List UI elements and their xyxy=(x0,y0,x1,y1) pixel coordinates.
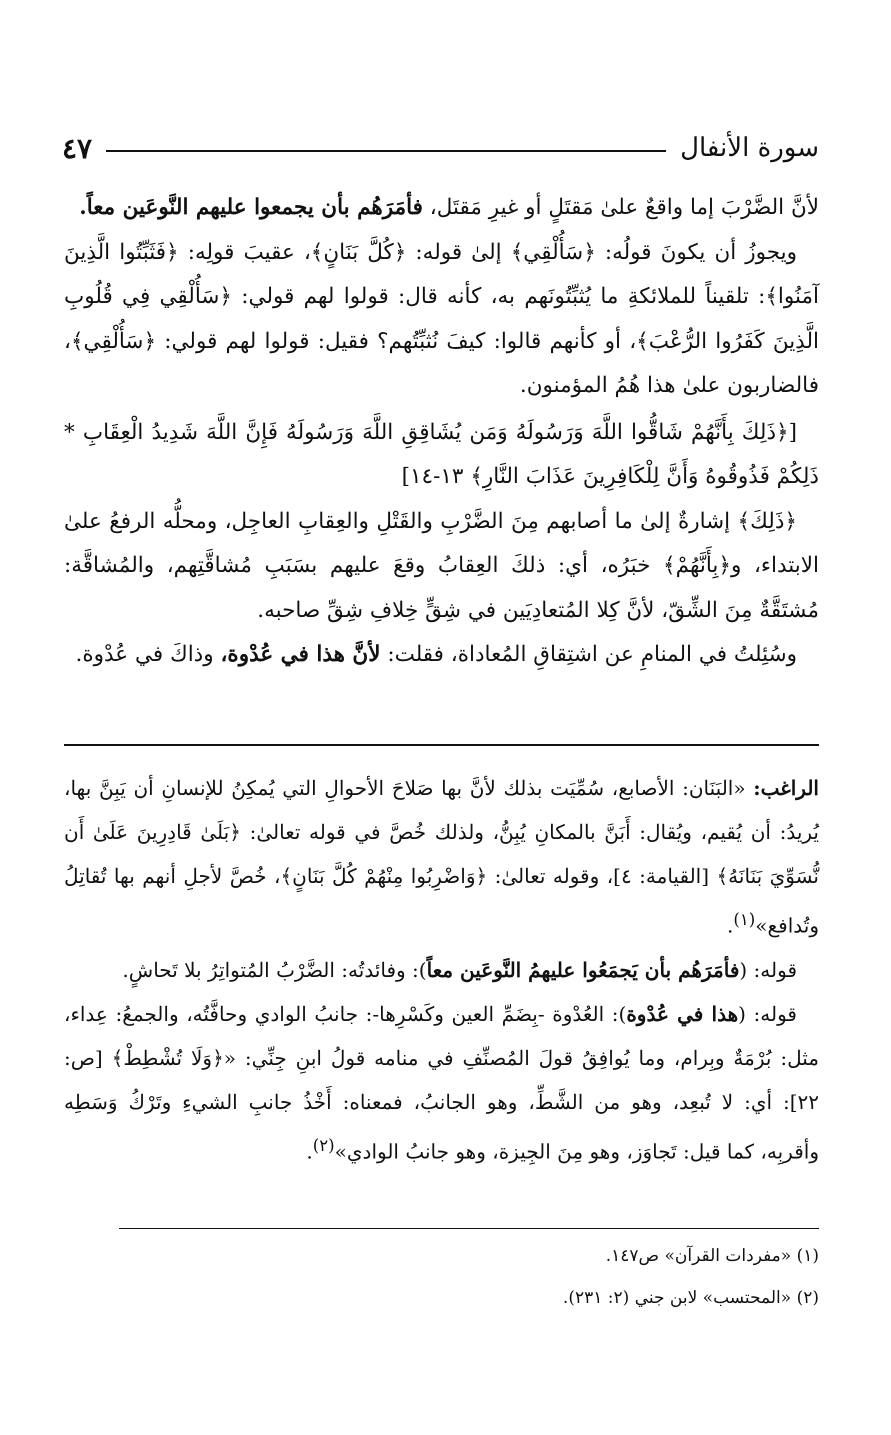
main-paragraph-2: ويجوزُ أن يكونَ قولُه: ﴿سَأُلْقِي﴾ إلىٰ قوله: ﴿كُلَّ بَنَانٍ﴾، عقيبَ قولِه: ﴿فَثَبِّتُوا الَّذِينَ آمَنُوا﴾: تلقيناً للملائكةِ ما يُثبِّتُونَهم به، كأنه قال: قولوا لهم قولي: ﴿سَأُلْقِي فِي قُلُوبِ الَّذِينَ كَفَرُوا الرُّعْبَ﴾، أو كأنهم قالوا: كيفَ نُثبِّتُهم؟ فقيل: قولوا لهم قولي: ﴿سَأُلْقِي﴾، فالضاربون علىٰ هذا هُمُ المؤمنون. xyxy=(64,239,819,398)
main-paragraph-1 xyxy=(64,186,819,231)
commentary-separator xyxy=(64,744,819,746)
main-text xyxy=(64,186,819,678)
c2-bold: فأمَرَهُم بأن يَجمَعُوا عليهمُ النَّوعَين معاً xyxy=(426,957,740,982)
footnote-1: (١) «مفردات القرآن» ص١٤٧. xyxy=(605,1246,819,1266)
surah-title: سورة الأنفال xyxy=(680,133,819,163)
page-header xyxy=(62,128,819,168)
c3-lead: قوله: ( xyxy=(738,1001,797,1026)
page-number: ٤٧ xyxy=(62,131,93,165)
main-paragraph-4 xyxy=(64,633,819,678)
c3-text: ): العُدْوة -بِضَمِّ العين وكَسْرِها-: جانبُ الوادي وحافَّتُه، والجمعُ: عِداء، مثل: بُرْمَةٌ وبِرام، وما يُوافِقُ قولَ المُصنِّفِ في منامه قولُ ابنِ جِنِّي: «﴿وَلَا تُشْطِطْ﴾ [ص: ٢٢]: أي: لا تُبعِد، وهو من الشَّطِّ، وهو الجانبُ، فمعناه: أَخْذُ جانبِ الشيءِ وتَرْكُ وَسَطِه وأقربِه، كما قيل: تَجاوَز، وهو مِنَ الجِيزة، وهو جانبُ الوادي» xyxy=(64,1001,819,1164)
c1-text: «البَنَان: الأصابع، سُمِّيَت بذلك لأنَّ بها صَلاحَ الأحوالِ التي يُمكِنُ للإنسانِ أن يَبِنَّ بها، يُريدُ: أن يُقيم، ويُقال: أَبَنَّ بالمكانِ يُبِنُّ، ولذلك خُصَّ في قوله تعالىٰ: ﴿بَلَىٰ قَادِرِينَ عَلَىٰ أَن نُّسَوِّيَ بَنَانَهُ﴾ [القيامة: ٤]، وقوله تعالىٰ: ﴿وَاضْرِبُوا مِنْهُمْ كُلَّ بَنَانٍ﴾، خُصَّ لأجلِ أنهم بها تُقاتِلُ وتُدافع» xyxy=(64,776,820,938)
c1-label: الراغب: xyxy=(753,776,819,800)
p4-text: وسُئِلتُ في المنامِ عن اشتِقاقِ المُعاداة، فقلت: xyxy=(380,642,797,667)
p4-bold: لأنَّ هذا في عُدْوة، xyxy=(220,642,381,667)
c2-lead: قوله: ( xyxy=(739,957,797,982)
footnote-ref-1[interactable]: (١) xyxy=(733,910,756,929)
c3-end: . xyxy=(306,1139,313,1164)
c2-text: ): وفائدتُه: الضَّرْبُ المُتواتِرُ بلا تَحاشٍ. xyxy=(122,957,427,982)
commentary-section xyxy=(64,766,819,1173)
commentary-paragraph-2 xyxy=(64,948,819,992)
p1-text: لأنَّ الضَّرْبَ إما واقعٌ علىٰ مَقتَلٍ أو غيرِ مَقتَل، xyxy=(422,195,819,220)
footnotes xyxy=(64,1228,819,1319)
header-rule xyxy=(106,150,666,152)
footnote-rule xyxy=(119,1228,819,1229)
commentary-paragraph-3 xyxy=(64,992,819,1174)
commentary-paragraph-1 xyxy=(64,766,819,948)
c1-end: . xyxy=(726,913,734,938)
footnote-ref-2[interactable]: (٢) xyxy=(312,1135,335,1155)
footnote-2: (٢) «المحتسب» لابن جني (٢: ٢٣١). xyxy=(562,1288,819,1308)
c3-bold: هذا في عُدْوة xyxy=(626,1001,739,1026)
p4-end: وذاكَ في عُدْوة. xyxy=(75,642,221,667)
main-paragraph-3: ﴿ذَلِكَ﴾ إشارةٌ إلىٰ ما أصابهم مِنَ الضَّرْبِ والقَتْلِ والعِقابِ العاجِل، ومحلُّه الرفعُ علىٰ الابتداء، و﴿بِأَنَّهُمْ﴾ خبَرُه، أي: ذلكَ العِقابُ وقعَ عليهم بسَبَبِ مُشاقَّتِهم، والمُشاقَّة: مُشتَقَّةٌ مِنَ الشِّقّ، لأنَّ كِلا المُتعادِيَين في شِقٍّ خِلافِ شِقِّ صاحبه. xyxy=(64,508,819,623)
quran-verse: [﴿ذَلِكَ بِأَنَّهُمْ شَاقُّوا اللَّهَ وَرَسُولَهُ وَمَن يُشَاقِقِ اللَّهَ وَرَسُولَهُ فَإِنَّ اللَّهَ شَدِيدُ الْعِقَابِ * ذَلِكُمْ فَذُوقُوهُ وَأَنَّ لِلْكَافِرِينَ عَذَابَ النَّارِ﴾ ١٣-١٤] xyxy=(64,419,819,489)
p1-bold: فأمَرَهُم بأن يجمعوا عليهم النَّوعَين معاً. xyxy=(79,195,423,220)
